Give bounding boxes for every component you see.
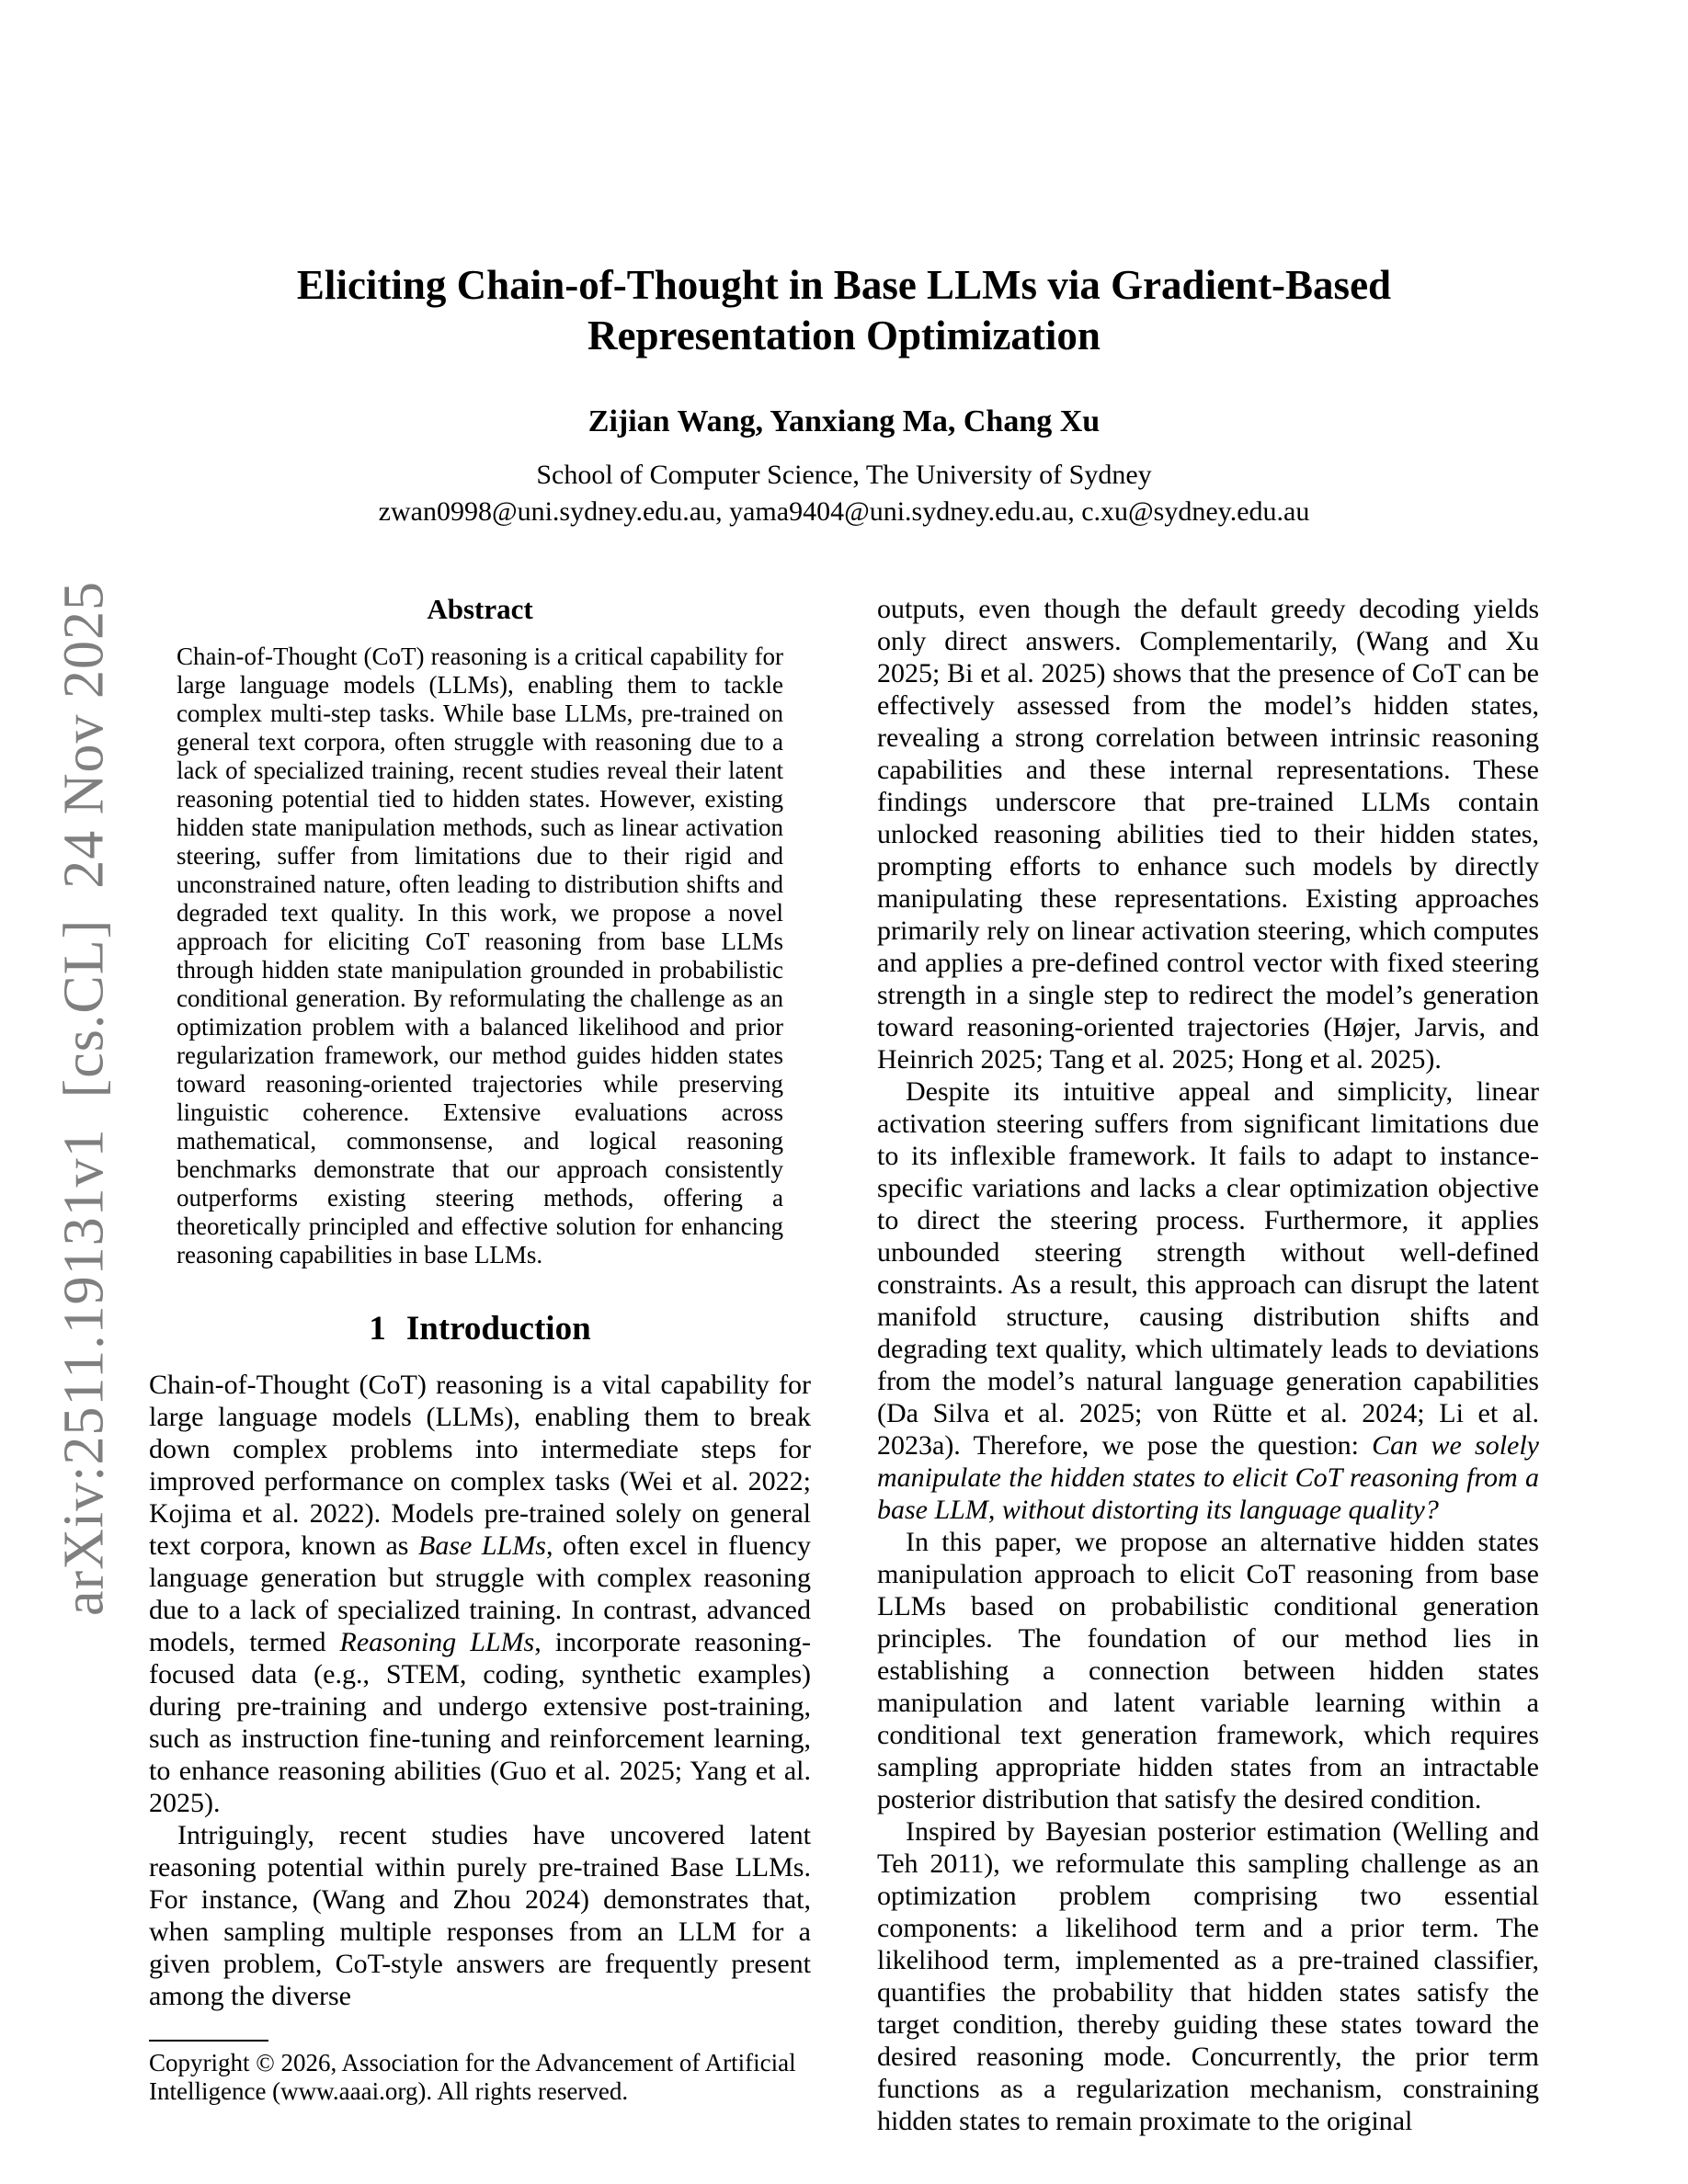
right-paragraph-2: [877, 1075, 1539, 1526]
left-column: [149, 593, 811, 2137]
right-paragraph-3: In this paper, we propose an alternative hidden states manipulation approach to elicit CoT reasoning from base LLMs based on probabilistic conditional generation principles. The foundation of our method lies in establishing a connection between hidden states manipulation and latent variable learning within a conditional text generation framework, which requires sampling appropriate hidden states from an intractable posterior distribution that satisfy the desired condition.: [877, 1527, 1539, 1814]
introduction-heading-text: Introduction: [405, 1310, 591, 1348]
intro-p1-base-llms-italic: Base LLMs: [418, 1530, 546, 1561]
right-p2-question-italic: Can we solely manipulate the hidden states to elicit CoT reasoning from a base LLM, without distorting its language quality?: [877, 1430, 1539, 1525]
introduction-heading: [149, 1310, 811, 1348]
footnote-rule: [149, 2040, 268, 2042]
paper-title-line1: Eliciting Chain-of-Thought in Base LLMs via Gradient-Based: [296, 262, 1392, 308]
footnote: [149, 2040, 811, 2106]
affiliation: School of Computer Science, The University of Sydney: [536, 460, 1152, 490]
introduction-paragraph-2: Intriguingly, recent studies have uncovered latent reasoning potential within purely pre-trained Base LLMs. For instance, (Wang and Zhou 2024) demonstrates that, when sampling multiple responses from an LLM for a given problem, CoT-style answers are frequently present among the diverse: [149, 1820, 811, 2011]
intro-p1-seg5: , incorporate reasoning-focused data (e.g., STEM, coding, synthetic examples) during pre-training and undergo extensive post-training, such as instruction fine-tuning and reinforcement learning, to enhance reasoning abilities (Guo et al. 2025; Yang et al. 2025).: [149, 1627, 812, 1818]
right-paragraph-4: Inspired by Bayesian posterior estimation (Welling and Teh 2011), we reformulate this sampling challenge as an optimization problem comprising two essential components: a likelihood term and a prior term. The likelihood term, implemented as a pre-trained classifier, quantifies the probability that hidden states satisfy the target condition, thereby guiding these states toward the desired reasoning mode. Concurrently, the prior term functions as a regularization mechanism, constraining hidden states to remain proximate to the original: [877, 1816, 1539, 2136]
two-column-body: [149, 593, 1539, 2137]
abstract-body: Chain-of-Thought (CoT) reasoning is a critical capability for large language models (LLMs), enabling them to tackle complex multi-step tasks. While base LLMs, pre-trained on general text corpora, often struggle with reasoning due to a lack of specialized training, recent studies reveal their latent reasoning potential tied to hidden states. However, existing hidden state manipulation methods, such as linear activation steering, suffer from limitations due to their rigid and unconstrained nature, often leading to distribution shifts and degraded text quality. In this work, we propose a novel approach for eliciting CoT reasoning from base LLMs through hidden state manipulation grounded in probabilistic conditional generation. By reformulating the challenge as an optimization problem with a balanced likelihood and prior regularization framework, our method guides hidden states toward reasoning-oriented trajectories while preserving linguistic coherence. Extensive evaluations across mathematical, commonsense, and logical reasoning benchmarks demonstrate that our approach consistently outperforms existing steering methods, offering a theoretically principled and effective solution for enhancing reasoning capabilities in base LLMs.: [177, 643, 783, 1268]
copyright-notice: Copyright © 2026, Association for the Advancement of Artificial Intelligence (www.aaai.org). All rights reserved.: [149, 2049, 796, 2105]
right-paragraph-1: outputs, even though the default greedy decoding yields only direct answers. Complementarily, (Wang and Xu 2025; Bi et al. 2025) shows that the presence of CoT can be effectively assessed from the model’s hidden states, revealing a strong correlation between intrinsic reasoning capabilities and these internal representations. These findings underscore that pre-trained LLMs contain unlocked reasoning abilities tied to their hidden states, prompting efforts to enhance such models by directly manipulating these representations. Existing approaches primarily rely on linear activation steering, which computes and applies a pre-defined control vector with fixed steering strength in a single step to redirect the model’s generation toward reasoning-oriented trajectories (Højer, Jarvis, and Heinrich 2025; Tang et al. 2025; Hong et al. 2025).: [877, 594, 1539, 1075]
paper-title-line2: Representation Optimization: [587, 313, 1101, 358]
intro-p1-seg1: Chain-of-Thought (CoT) reasoning is a vital capability for large language models (LLMs), enabling them to break down complex problems into intermediate steps for improved performance on complex tasks (Wei et al. 2022; Kojima et al. 2022). Models pre-trained solely on general text corpora, known as: [149, 1370, 811, 1561]
right-column: [877, 593, 1539, 2137]
introduction-paragraph-1: [149, 1369, 811, 1819]
paper-title: [0, 260, 1688, 361]
intro-p1-seg3: , often excel in fluency language generation but struggle with complex reasoning due to a lack of specialized training. In contrast, advanced models, termed: [149, 1530, 811, 1657]
authors: Zijian Wang, Yanxiang Ma, Chang Xu: [587, 404, 1101, 438]
introduction-heading-number: 1: [369, 1310, 386, 1348]
right-p2-seg1: Despite its intuitive appeal and simplicity, linear activation steering suffers from significant limitations due to its inflexible framework. It fails to adapt to instance-specific variations and lacks a clear optimization objective to direct the steering process. Furthermore, it applies unbounded steering strength without well-defined constraints. As a result, this approach can disrupt the latent manifold structure, causing distribution shifts and degrading text quality, which ultimately leads to deviations from the model’s natural language generation capabilities (Da Silva et al. 2025; von Rütte et al. 2024; Li et al. 2023a). Therefore, we pose the question:: [877, 1076, 1539, 1461]
emails: zwan0998@uni.sydney.edu.au, yama9404@uni.sydney.edu.au, c.xu@sydney.edu.au: [378, 496, 1310, 527]
title-block: [0, 260, 1688, 528]
abstract-heading: Abstract: [427, 593, 533, 625]
intro-p1-reasoning-llms-italic: Reasoning LLMs: [339, 1627, 535, 1657]
arxiv-watermark: arXiv:2511.19131v1 [cs.CL] 24 Nov 2025: [52, 580, 116, 1617]
